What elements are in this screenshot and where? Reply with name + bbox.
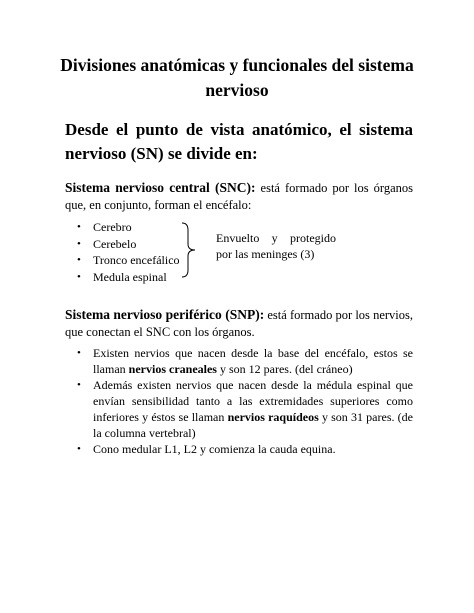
snc-item-label: Tronco encefálico bbox=[93, 253, 180, 267]
snc-item-label: Medula espinal bbox=[93, 269, 167, 284]
bullet-icon: • bbox=[77, 347, 81, 359]
list-item bbox=[77, 252, 180, 269]
meninges-note: Envuelto y protegido por las meninges (3) bbox=[216, 231, 336, 261]
list-item bbox=[77, 269, 180, 286]
snc-list bbox=[77, 219, 180, 285]
document-title: Divisiones anatómicas y funcionales del sistema nervioso bbox=[60, 55, 414, 100]
bullet-icon: • bbox=[77, 237, 81, 250]
bullet-icon: • bbox=[77, 221, 81, 233]
snc-text: está formado por los órganos que, en conjunto, forman el encéfalo: bbox=[65, 181, 413, 212]
bullet-icon: • bbox=[77, 379, 81, 391]
bullet-icon: • bbox=[77, 270, 81, 283]
snp-list bbox=[77, 345, 413, 457]
snp-item-text: y son 31 pares. (de la columna vertebral) bbox=[93, 410, 413, 440]
snp-item-text: Además existen nervios que nacen desde la médula espinal que envían sensibilidad tanto a las extremidades superiores como inferiores y éstos se llaman bbox=[93, 378, 413, 424]
list-item bbox=[77, 441, 413, 457]
snp-item-text: Cono medular L1, L2 y comienza la cauda equina. bbox=[93, 442, 336, 456]
snc-item-label: Cerebelo bbox=[93, 236, 137, 251]
bullet-icon: • bbox=[77, 443, 81, 455]
snp-item-bold: nervios craneales bbox=[128, 362, 217, 376]
snc-heading: Sistema nervioso central (SNC): bbox=[65, 180, 256, 195]
bullet-icon: • bbox=[77, 254, 81, 266]
list-item bbox=[77, 236, 180, 253]
snp-text: está formado por los nervios, que conectan el SNC con los órganos. bbox=[65, 308, 413, 339]
list-item bbox=[77, 345, 413, 377]
snp-heading: Sistema nervioso periférico (SNP): bbox=[65, 307, 265, 322]
right-brace-icon bbox=[180, 222, 198, 278]
intro-paragraph: Desde el punto de vista anatómico, el sistema nervioso (SN) se divide en: bbox=[65, 120, 413, 163]
list-item bbox=[77, 377, 413, 441]
snp-item-text: Existen nervios que nacen desde la base del encéfalo, estos se llaman bbox=[93, 346, 413, 376]
snc-paragraph bbox=[65, 180, 413, 213]
snp-item-text: y son 12 pares. (del cráneo) bbox=[216, 362, 353, 376]
snc-item-label: Cerebro bbox=[93, 220, 132, 234]
snp-paragraph bbox=[65, 307, 413, 340]
list-item bbox=[77, 219, 180, 236]
snp-item-bold: nervios raquídeos bbox=[227, 410, 319, 424]
